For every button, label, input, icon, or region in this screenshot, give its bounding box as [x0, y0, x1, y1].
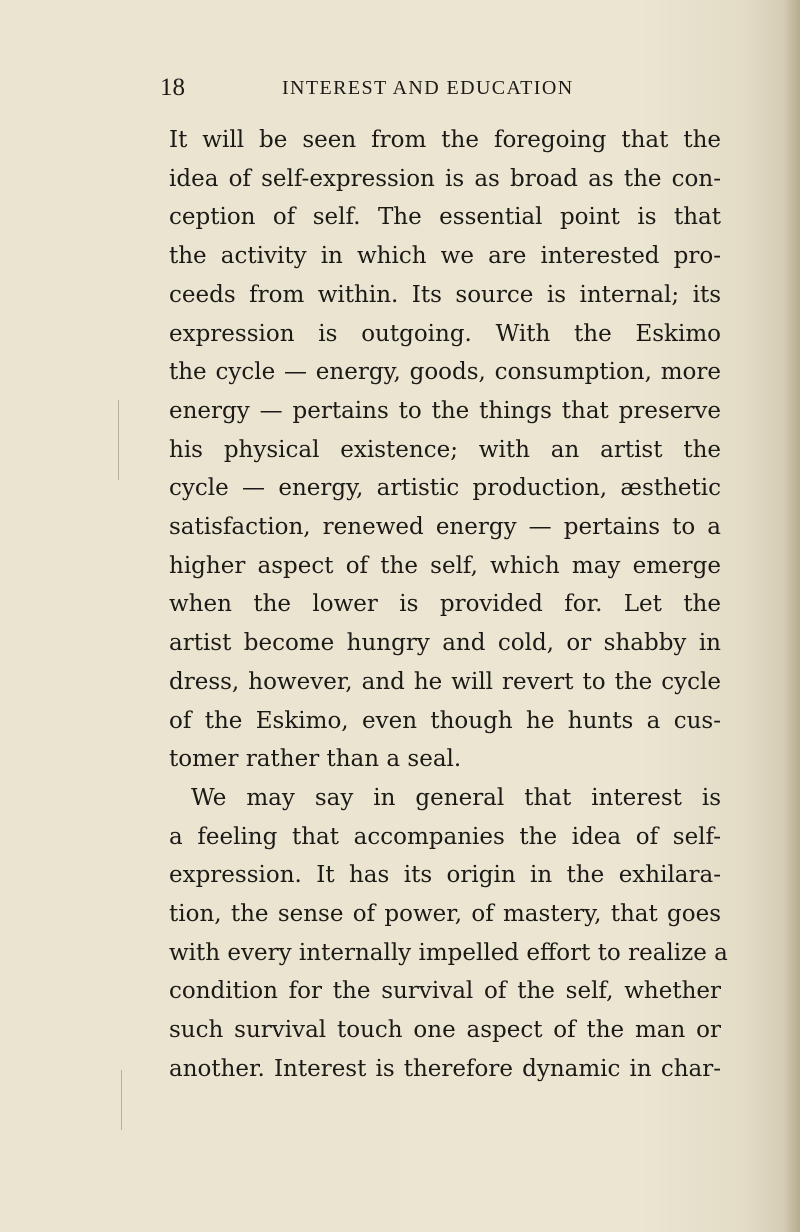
text-line: of the Eskimo, even though he hunts a cus- [169, 707, 721, 734]
text-line: his physical existence; with an artist the [169, 436, 721, 463]
text-line: expression. It has its origin in the exhilara- [169, 862, 721, 889]
text-line: with every internally impelled effort to realize a [169, 939, 728, 966]
paragraph-start-line: We may say in general that interest is [191, 784, 721, 811]
text-line: condition for the survival of the self, whether [169, 978, 721, 1005]
text-line: the activity in which we are interested pro- [169, 243, 721, 270]
body-text [169, 121, 728, 1089]
margin-pencil-mark [118, 400, 119, 480]
text-line: higher aspect of the self, which may emerge [169, 552, 721, 579]
page-number: 18 [160, 74, 185, 101]
text-line: ception of self. The essential point is that [169, 204, 721, 231]
page-header [160, 72, 720, 104]
text-line: energy — pertains to the things that preserve [169, 397, 721, 424]
text-line: when the lower is provided for. Let the [169, 591, 721, 618]
page-edge-shadow [784, 0, 800, 1232]
text-line: another. Interest is therefore dynamic in char- [169, 1055, 721, 1082]
text-line: It will be seen from the foregoing that the [169, 127, 721, 153]
text-line: idea of self-expression is as broad as the con- [169, 165, 721, 192]
text-line: satisfaction, renewed energy — pertains to a [169, 514, 721, 541]
text-line: dress, however, and he will revert to the cycle [169, 668, 721, 695]
text-line: the cycle — energy, goods, consumption, more [169, 359, 721, 386]
text-line: such survival touch one aspect of the man or [169, 1017, 721, 1044]
text-line: cycle — energy, artistic production, æsthetic [169, 475, 721, 502]
running-title: INTEREST AND EDUCATION [282, 77, 574, 99]
text-line: ceeds from within. Its source is internal; its [169, 281, 721, 308]
margin-pencil-mark [121, 1070, 122, 1130]
text-line: a feeling that accompanies the idea of self- [169, 823, 721, 850]
text-line: tion, the sense of power, of mastery, that goes [169, 901, 721, 928]
text-line: artist become hungry and cold, or shabby in [169, 630, 721, 657]
paragraph-end-line: tomer rather than a seal. [169, 746, 462, 773]
text-line: expression is outgoing. With the Eskimo [169, 320, 721, 347]
